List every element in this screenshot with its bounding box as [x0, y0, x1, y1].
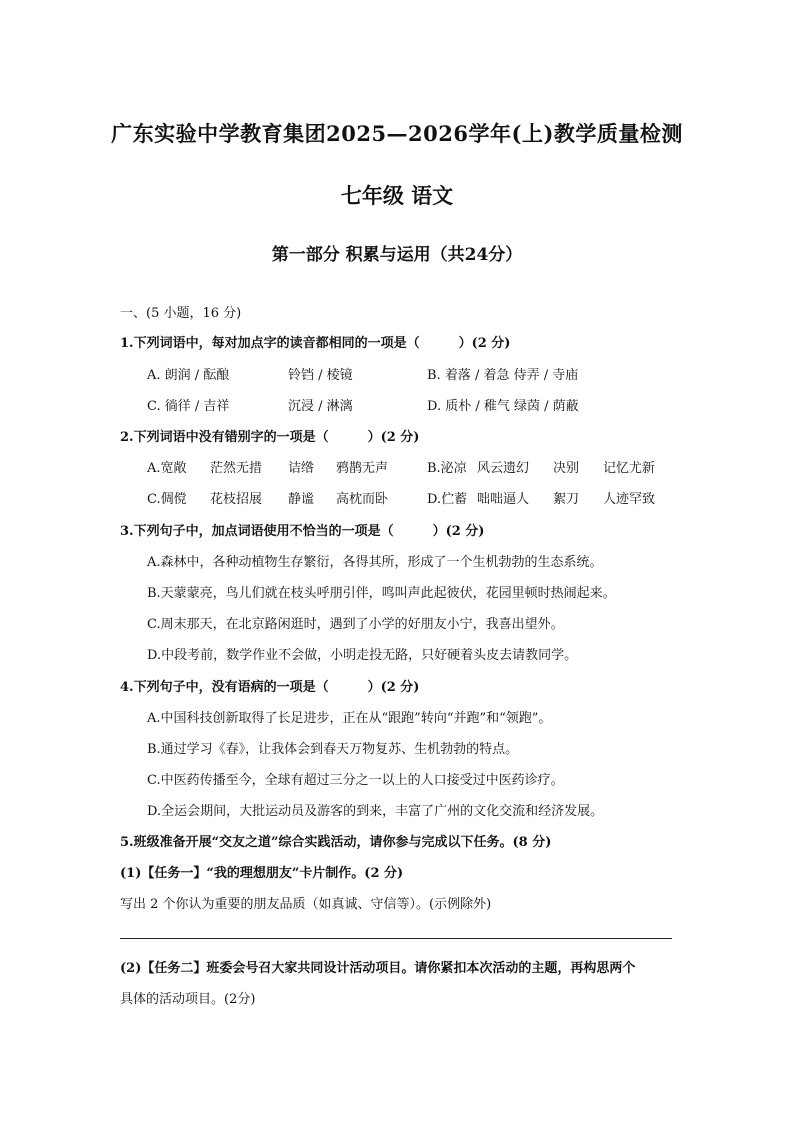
- question-4-stem: 4.下列句子中，没有语病的一项是（ ）(2 分): [120, 680, 420, 695]
- part-heading: 第一部分 积累与运用（共24分）: [271, 245, 523, 265]
- q5-task-2-cont: 具体的活动项目。(2分): [120, 992, 256, 1007]
- question-1-stem: 1.下列词语中，每对加点字的读音都相同的一项是（ ）(2 分): [120, 336, 511, 351]
- q2-word: 诘绺: [288, 461, 315, 476]
- q1-option-c: C. 徜徉 / 吉祥: [147, 399, 230, 414]
- q1-option-b: B. 着落 / 着急 侍弄 / 寺庙: [427, 368, 579, 383]
- q2-word: 鸦鹊无声: [336, 461, 389, 476]
- q2-word: 花枝招展: [210, 492, 263, 507]
- q1-option-d: D. 质朴 / 稚气 绿茵 / 荫蔽: [427, 399, 579, 414]
- question-2-stem: 2.下列词语中没有错别字的一项是（ ）(2 分): [120, 430, 420, 445]
- q5-task-1-body: 写出 2 个你认为重要的朋友品质（如真诚、守信等）。(示例除外): [120, 897, 492, 912]
- q2-word: 静谧: [288, 492, 315, 507]
- q2-word: C.倜傥: [147, 492, 187, 507]
- q5-task-2: (2)【任务二】班委会号召大家共同设计活动项目。请你紧扣本次活动的主题，再构思两个: [120, 961, 636, 976]
- question-5-stem: 5.班级准备开展“交友之道”综合实践活动，请你参与完成以下任务。(8 分): [120, 835, 552, 850]
- q4-option-a: A.中国科技创新取得了长足进步，正在从“跟跑”转向“并跑”和“领跑”。: [147, 711, 552, 726]
- q2-word: D.伫蓄: [427, 492, 468, 507]
- q5-task-1: (1)【任务一】“我的理想朋友”卡片制作。(2 分): [120, 866, 404, 881]
- q2-word: B.泌凉: [427, 461, 467, 476]
- q4-option-c: C.中医药传播至今，全球有超过三分之一以上的人口接受过中医药诊疗。: [147, 773, 564, 788]
- q1-option-a2: 铃铛 / 棱镜: [288, 368, 353, 383]
- q1-option-c2: 沉浸 / 淋漓: [288, 399, 353, 414]
- q2-word: 絮刀: [553, 492, 580, 507]
- q2-word: 人迹罕致: [603, 492, 656, 507]
- q3-option-a: A.森林中，各种动植物生存繁衍，各得其所，形成了一个生机勃勃的生态系统。: [147, 555, 603, 570]
- exam-title: 广东实验中学教育集团2025—2026学年(上)教学质量检测: [111, 121, 683, 146]
- q2-word: A.宽敞: [147, 461, 187, 476]
- q2-word: 高枕而卧: [336, 492, 389, 507]
- q4-option-b: B.通过学习《春》，让我体会到春天万物复苏、生机勃勃的特点。: [147, 742, 519, 757]
- question-3-stem: 3.下列句子中，加点词语使用不恰当的一项是（ ）(2 分): [120, 524, 485, 539]
- q2-word: 记忆尤新: [603, 461, 656, 476]
- q3-option-d: D.中段考前，数学作业不会做，小明走投无路，只好硬着头皮去请教同学。: [147, 648, 578, 663]
- q2-word: 风云遗幻: [477, 461, 530, 476]
- q2-word: 茫然无措: [210, 461, 263, 476]
- q2-word: 咄咄逼人: [477, 492, 530, 507]
- q3-option-c: C.周末那天，在北京路闲逛时，遇到了小学的好朋友小宁，我喜出望外。: [147, 617, 564, 632]
- q3-option-b: B.天蒙蒙亮，鸟儿们就在枝头呼朋引伴，鸣叫声此起彼伏，花园里顿时热闹起来。: [147, 586, 616, 601]
- q1-option-a: A. 朗润 / 酝酿: [147, 368, 230, 383]
- section-heading: 一、(5 小题，16 分): [120, 306, 242, 321]
- q2-word: 决别: [553, 461, 580, 476]
- grade-subject: 七年级 语文: [340, 183, 454, 208]
- q4-option-d: D.全运会期间，大批运动员及游客的到来，丰富了广州的文化交流和经济发展。: [147, 804, 604, 819]
- answer-line: [120, 938, 672, 939]
